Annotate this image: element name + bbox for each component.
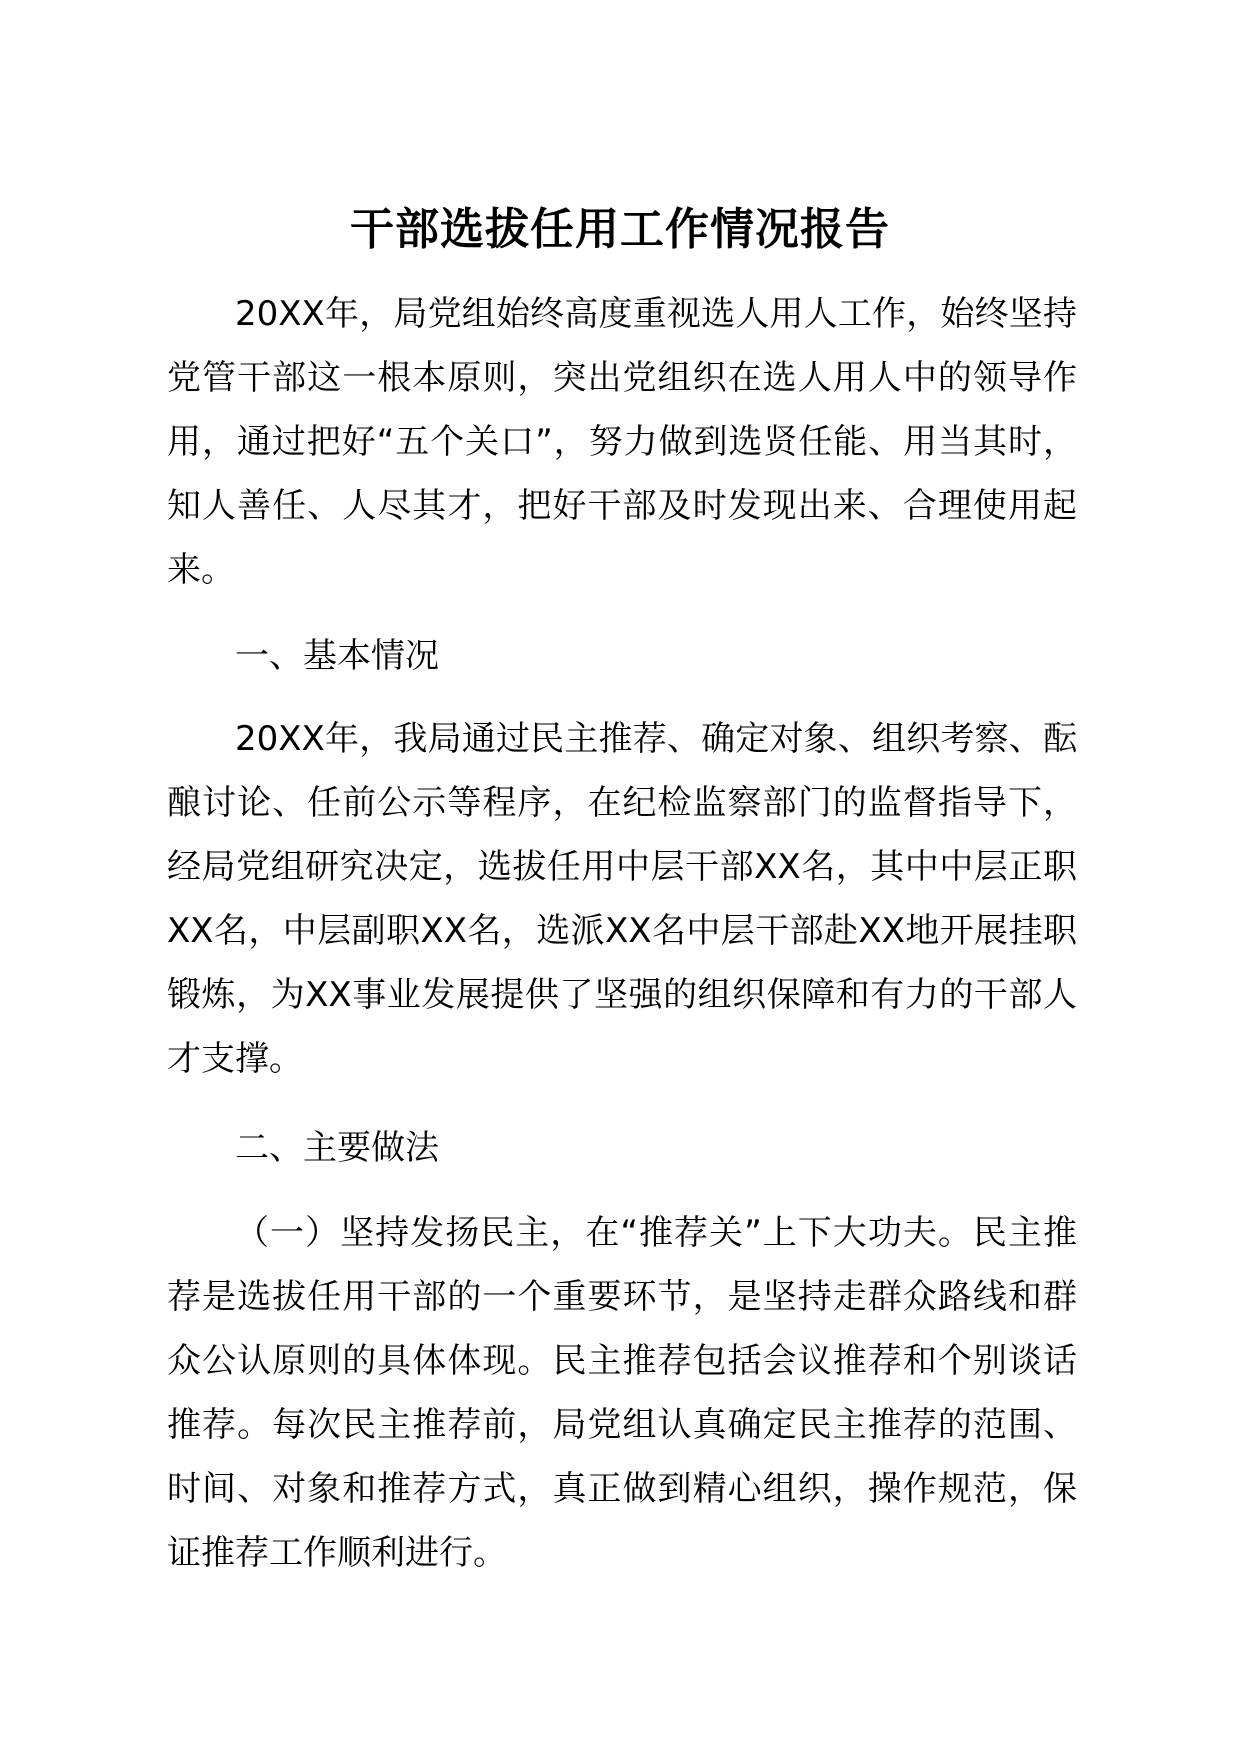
- main-practices-paragraph: （一）坚持发扬民主，在“推荐关”上下大功夫。民主推荐是选拔任用干部的一个重要环节，是坚持走群众路线和群众公认原则的具体体现。民主推荐包括会议推荐和个别谈话推荐。每次民主推荐前，局党组认真确定民主推荐的范围、时间、对象和推荐方式，真正做到精心组织，操作规范，保证推荐工作顺利进行。: [167, 1213, 1077, 1573]
- basic-situation-paragraph: 20XX年，我局通过民主推荐、确定对象、组织考察、酝酿讨论、任前公示等程序，在纪检监察部门的监督指导下，经局党组研究决定，选拔任用中层干部XX名，其中中层正职XX名，中层副职XX名，选派XX名中层干部赴XX地开展挂职锻炼，为XX事业发展提供了坚强的组织保障和有力的干部人才支撑。: [167, 719, 1077, 1079]
- document-title: 干部选拔任用工作情况报告: [350, 204, 890, 255]
- intro-paragraph: 20XX年，局党组始终高度重视选人用人工作，始终坚持党管干部这一根本原则，突出党组织在选人用人中的领导作用，通过把好“五个关口”，努力做到选贤任能、用当其时，知人善任、人尽其才，把好干部及时发现出来、合理使用起来。: [167, 294, 1077, 590]
- section-heading-main-practices: 二、主要做法: [235, 1128, 439, 1168]
- section-heading-basic-situation: 一、基本情况: [235, 636, 439, 676]
